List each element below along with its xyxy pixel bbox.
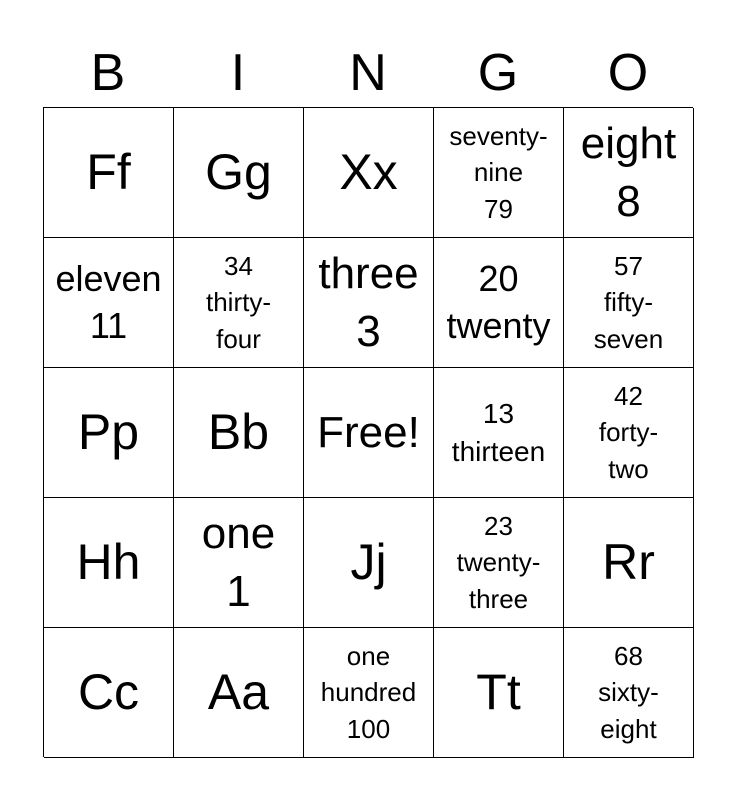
- cell-label: Rr: [602, 534, 655, 590]
- cell-label: Aa: [207, 664, 270, 720]
- cell-label: 23 twenty- three: [456, 510, 541, 614]
- cell-label: 42 forty- two: [598, 380, 659, 484]
- header-letter-b: B: [90, 44, 126, 102]
- cell-label: 68 sixty- eight: [598, 640, 659, 744]
- bingo-cell[interactable]: [564, 628, 694, 758]
- header-letter-i: I: [230, 44, 246, 102]
- bingo-cell[interactable]: [304, 108, 434, 238]
- cell-label: 20 twenty: [446, 257, 551, 346]
- free-space-label: Free!: [317, 407, 420, 457]
- cell-label: Tt: [476, 664, 521, 720]
- cell-label: Ff: [86, 144, 131, 200]
- cell-label: 34 thirty- four: [206, 250, 271, 354]
- bingo-cell[interactable]: [174, 238, 304, 368]
- bingo-header: [43, 40, 693, 106]
- header-letter-g: G: [477, 44, 519, 102]
- bingo-cell[interactable]: [304, 628, 434, 758]
- cell-label: Xx: [339, 144, 398, 200]
- bingo-cell[interactable]: [304, 238, 434, 368]
- bingo-cell[interactable]: [174, 628, 304, 758]
- bingo-cell[interactable]: [434, 368, 564, 498]
- bingo-cell[interactable]: [434, 498, 564, 628]
- bingo-cell[interactable]: [174, 368, 304, 498]
- bingo-cell[interactable]: [434, 238, 564, 368]
- bingo-cell[interactable]: [304, 498, 434, 628]
- bingo-cell[interactable]: [44, 108, 174, 238]
- bingo-cell[interactable]: [434, 628, 564, 758]
- cell-label: Gg: [205, 144, 272, 200]
- cell-label: Pp: [77, 404, 140, 460]
- bingo-cell[interactable]: [564, 108, 694, 238]
- cell-label: Cc: [77, 664, 140, 720]
- cell-label: three 3: [318, 249, 419, 356]
- bingo-cell[interactable]: [564, 238, 694, 368]
- cell-label: seventy- nine 79: [449, 120, 548, 224]
- cell-label: Bb: [207, 404, 270, 460]
- header-letter-n: N: [349, 44, 387, 102]
- bingo-cell[interactable]: [174, 108, 304, 238]
- free-space-cell[interactable]: [304, 368, 434, 498]
- cell-label: one hundred 100: [320, 640, 417, 744]
- bingo-cell[interactable]: [564, 368, 694, 498]
- bingo-cell[interactable]: [174, 498, 304, 628]
- bingo-cell[interactable]: [564, 498, 694, 628]
- cell-label: 13 thirteen: [451, 397, 546, 467]
- bingo-cell[interactable]: [44, 628, 174, 758]
- bingo-cell[interactable]: [44, 368, 174, 498]
- bingo-cell[interactable]: [44, 238, 174, 368]
- cell-label: eight 8: [580, 119, 677, 226]
- bingo-board: [43, 107, 693, 757]
- bingo-cell[interactable]: [434, 108, 564, 238]
- header-letter-o: O: [607, 44, 649, 102]
- cell-label: 57 fifty- seven: [593, 250, 664, 354]
- cell-label: eleven 11: [55, 257, 162, 346]
- cell-label: Hh: [76, 534, 141, 590]
- cell-label: Jj: [350, 534, 387, 590]
- bingo-cell[interactable]: [44, 498, 174, 628]
- cell-label: one 1: [201, 509, 276, 616]
